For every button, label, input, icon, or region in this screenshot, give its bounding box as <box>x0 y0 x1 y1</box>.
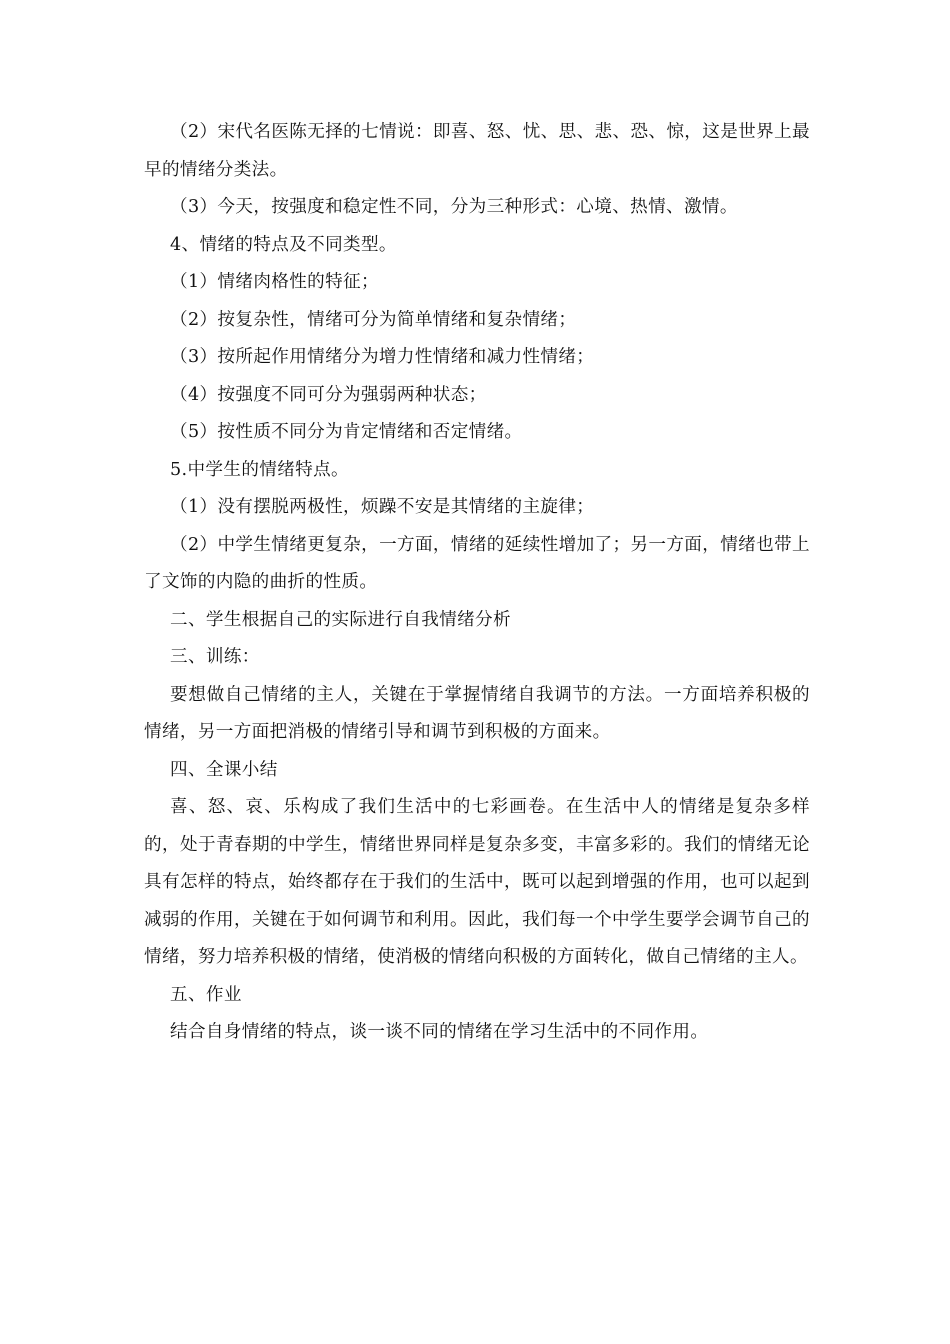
homework-paragraph: 结合自身情绪的特点，谈一谈不同的情绪在学习生活中的不同作用。 <box>170 1022 709 1042</box>
list-item-4: （4）按强度不同可分为强弱两种状态； <box>170 384 487 405</box>
paragraph-three-forms: （3）今天，按强度和稳定性不同，分为三种形式：心境、热情、激情。 <box>170 197 738 217</box>
heading-student-emotions: 5.中学生的情绪特点。 <box>170 459 349 480</box>
document-body <box>144 114 810 1052</box>
list-item-3: （3）按所起作用情绪分为增力性情绪和减力性情绪； <box>170 347 595 367</box>
student-list-item-2: （2）中学生情绪更复杂，一方面，情绪的延续性增加了；另一方面，情绪也带上了文饰的内隐的曲折的性质。 <box>144 534 810 592</box>
section-heading-4: 四、全课小结 <box>170 759 278 780</box>
heading-emotion-types: 4、情绪的特点及不同类型。 <box>170 234 397 255</box>
list-item-5: （5）按性质不同分为肯定情绪和否定情绪。 <box>170 422 523 442</box>
section-heading-5: 五、作业 <box>170 984 242 1005</box>
student-list-item-1: （1）没有摆脱两极性，烦躁不安是其情绪的主旋律； <box>170 497 595 517</box>
summary-paragraph: 喜、怒、哀、乐构成了我们生活中的七彩画卷。在生活中人的情绪是复杂多样的，处于青春期的中学生，情绪世界同样是复杂多变，丰富多彩的。我们的情绪无论具有怎样的特点，始终都存在于我们的生活中，既可以起到增强的作用，也可以起到减弱的作用，关键在于如何调节和利用。因此，我们每一个中学生要学会调节自己的情绪，努力培养积极的情绪，使消极的情绪向积极的方面转化，做自己情绪的主人。 <box>144 797 810 967</box>
paragraph-seven-emotions: （2）宋代名医陈无择的七情说：即喜、怒、忧、思、悲、恐、惊，这是世界上最早的情绪分类法。 <box>144 122 810 180</box>
section-heading-2: 二、学生根据自己的实际进行自我情绪分析 <box>170 609 511 630</box>
section-heading-3: 三、训练： <box>170 647 260 667</box>
training-paragraph: 要想做自己情绪的主人，关键在于掌握情绪自我调节的方法。一方面培养积极的情绪，另一方面把消极的情绪引导和调节到积极的方面来。 <box>144 684 810 742</box>
list-item-1: （1）情绪肉格性的特征； <box>170 272 379 292</box>
list-item-2: （2）按复杂性，情绪可分为简单情绪和复杂情绪； <box>170 309 577 330</box>
